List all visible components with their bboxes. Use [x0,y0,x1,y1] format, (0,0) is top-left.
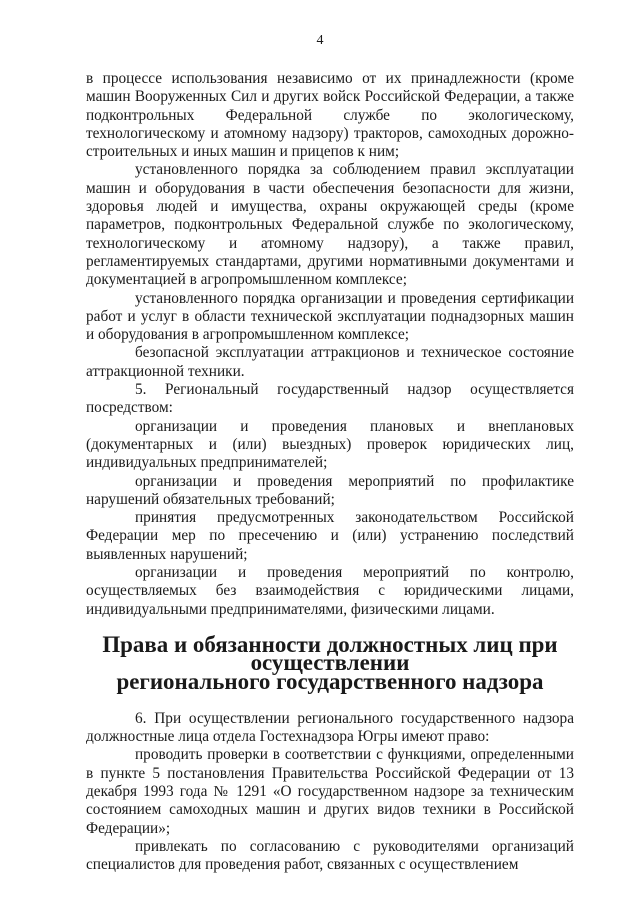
paragraph-item-5: 5. Региональный государственный надзор осуществляется посредством: [86,381,574,417]
paragraph: безопасной эксплуатации аттракционов и техническое состояние аттракционной техники. [86,344,574,380]
paragraph: привлекать по согласованию с руководителями организаций специалистов для проведения работ, связанных с осуществлением [86,837,574,874]
page-number: 4 [316,33,324,48]
paragraph: принятия предусмотренных законодательством Российской Федерации мер по пресечению и (или) устранению последствий выявленных нарушений; [86,509,574,563]
paragraph: организации и проведения мероприятий по профилактике нарушений обязательных требований; [86,472,574,508]
paragraph: организации и проведения плановых и внеплановых (документарных и (или) выездных) проверок юридических лиц, индивидуальных предпринимателей; [86,417,574,472]
section-heading-line-1: Права и обязанности должностных лиц при осуществлении [102,631,558,676]
paragraph: установленного порядка организации и проведения сертификации работ и услуг в области технической эксплуатации поднадзорных машин и оборудования в агропромышленном комплексе; [86,289,574,344]
paragraph: проводить проверки в соответствии с функциями, определенными в пункте 5 постановления Правительства Российской Федерации от 13 декабря 1993 года № 1291 «О государственном надзоре за техническим состоянием самоходных машин и других видов техники в Российской Федерации»; [86,746,574,837]
section-heading [86,631,574,694]
paragraph: установленного порядка за соблюдением правил эксплуатации машин и оборудования в части обеспечения безопасности для жизни, здоровья людей и имущества, охраны окружающей среды (кроме параметров, подконтрольных Федеральной службе по экологическому, технологическому и атомному надзору), а также правил, регламентируемых стандартами, другими нормативными документами и документацией в агропромышленном комплексе; [86,161,574,289]
document-body [86,70,574,874]
spacer [86,691,574,710]
paragraph: в процессе использования независимо от их принадлежности (кроме машин Вооруженных Сил и других войск Российской Федерации, а также подконтрольных Федеральной службе по экологическому, технологическому и атомному надзору) тракторов, самоходных дорожно-строительных и иных машин и прицепов к ним; [86,70,574,161]
section-heading-line-2: регионального государственного надзора [116,668,544,694]
paragraph-item-6: 6. При осуществлении регионального государственного надзора должностные лица отдела Гостехнадзора Югры имеют право: [86,709,574,746]
paragraph: организации и проведения мероприятий по контролю, осуществляемых без взаимодействия с юридическими лицами, индивидуальными предпринимателями, физическими лицами. [86,564,574,618]
